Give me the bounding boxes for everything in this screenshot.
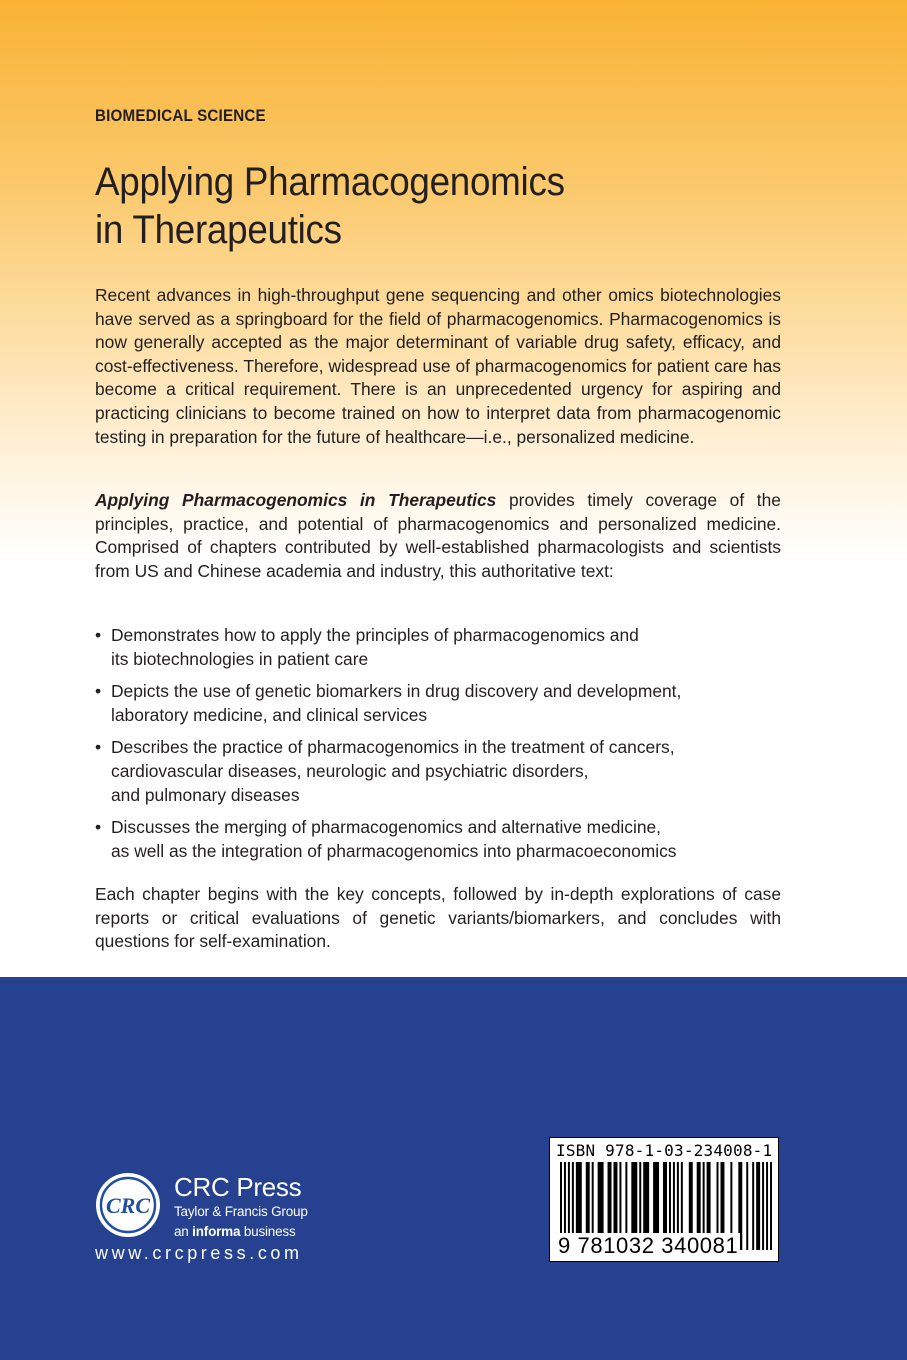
paragraph-2-text: provides timely coverage of the principles, practice, and potential of pharmacogenomics and personalized medicine. Comprised of chapters contributed by well-established pharmacologists and scientists from US and Chinese academia and industry, this authoritative text:: [95, 490, 781, 581]
isbn-barcode: [549, 1137, 779, 1262]
list-item-text: Demonstrates how to apply the principles of pharmacogenomics and its biotechnologies in patient care: [111, 625, 639, 669]
publisher-tagline: [174, 1224, 296, 1239]
publisher-name: CRC Press: [174, 1172, 302, 1202]
book-title-emphasis: Applying Pharmacogenomics in Therapeutics: [95, 490, 497, 510]
crc-logo-icon: [95, 1172, 161, 1238]
isbn-label: ISBN 978-1-03-234008-1: [556, 1141, 773, 1160]
logo-text: CRC: [105, 1193, 151, 1218]
description-paragraph-1: Recent advances in high-throughput gene sequencing and other omics biotechnologies have served as a springboard for the field of pharmacogenomics. Pharmacogenomics is now generally accepted as the major determinant of variable drug safety, efficacy, and cost-effectiveness. Therefore, widespread use of pharmacogenomics for patient care has become a critical requirement. There is an unprecedented urgency for aspiring and practicing clinicians to become trained on how to interpret data from pharmacogenomic testing in preparation for the future of healthcare—i.e., personalized medicine.: [95, 285, 781, 447]
description-paragraph-2: [95, 489, 781, 583]
barcode-bar: [752, 1162, 754, 1250]
publisher-group: Taylor & Francis Group: [174, 1204, 308, 1219]
bullet-icon: •: [95, 681, 102, 702]
barcode-bar: [756, 1162, 760, 1250]
tagline-suffix: business: [240, 1224, 296, 1239]
list-item-text: Describes the practice of pharmacogenomics in the treatment of cancers, cardiovascular diseases, neurologic and psychiatric disorders, and pulmonary diseases: [111, 737, 675, 805]
bullet-icon: •: [95, 737, 102, 758]
publisher-url[interactable]: www.crcpress.com: [95, 1243, 303, 1263]
isbn-digits: 9 781032 340081: [558, 1233, 739, 1258]
list-item: [95, 624, 795, 671]
list-item: [95, 736, 795, 807]
barcode-bar: [766, 1162, 768, 1250]
feature-list: [95, 624, 795, 872]
list-item-text: Discusses the merging of pharmacogenomics and alternative medicine, as well as the integration of pharmacogenomics into pharmacoeconomics: [111, 817, 677, 861]
title-line-2: in Therapeutics: [95, 208, 342, 252]
title-line-1: Applying Pharmacogenomics: [95, 160, 565, 204]
tagline-informa: informa: [192, 1224, 241, 1239]
description-paragraph-3: Each chapter begins with the key concepts, followed by in-depth explorations of case reports or critical evaluations of genetic variants/biomarkers, and concludes with questions for self-examination.: [95, 884, 781, 952]
series-label: BIOMEDICAL SCIENCE: [95, 107, 266, 125]
bullet-icon: •: [95, 625, 102, 645]
list-item: [95, 816, 795, 863]
book-title: [95, 158, 757, 254]
list-item: [95, 680, 795, 727]
bullet-icon: •: [95, 817, 102, 838]
list-item-text: Depicts the use of genetic biomarkers in drug discovery and development, laboratory medicine, and clinical services: [111, 681, 682, 725]
barcode-bar: [762, 1162, 764, 1250]
tagline-prefix: an: [174, 1224, 193, 1239]
barcode-bar: [770, 1162, 772, 1250]
barcode-bar: [746, 1162, 748, 1250]
